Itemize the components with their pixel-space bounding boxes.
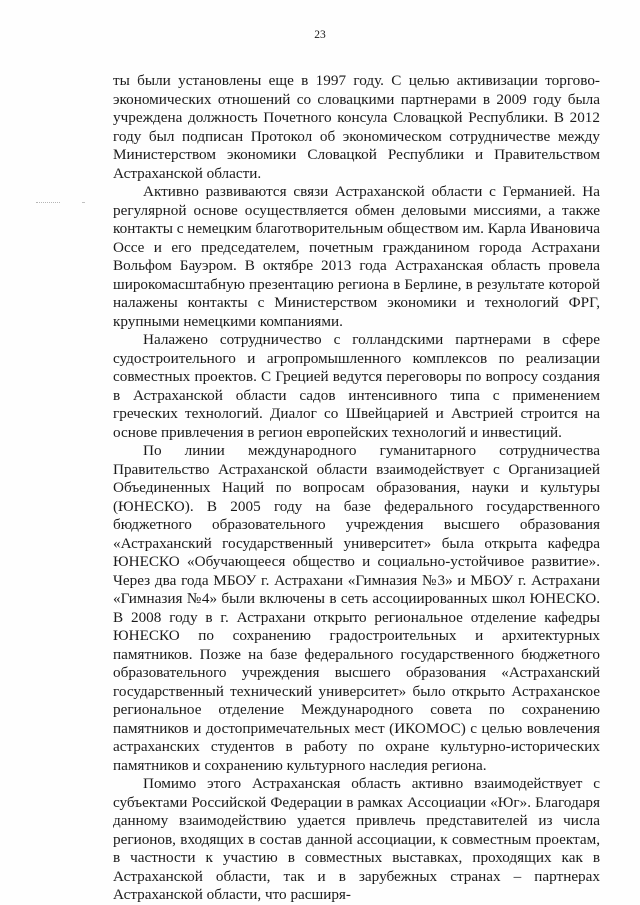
margin-scan-dot (82, 202, 85, 203)
paragraph-slovakia: ты были установлены еще в 1997 году. С целью активизации торгово-экономических отношений со словацкими партнерами в 2009 году была учреждена должность Почетного консула Словацкой Республики. В 2012 году был подписан Протокол об экономическом сотрудничестве между Министерством экономики Словацкой Республики и Правительством Астраханской области. (113, 72, 600, 182)
paragraph-netherlands-greece: Налажено сотрудничество с голландскими партнерами в сфере судостроительного и агропромышленного комплексов по реализации совместных проектов. С Грецией ведутся переговоры по вопросу создания в Астраханской области садов интенсивного типа с применением греческих технологий. Диалог со Швейцарией и Австрией строится на основе привлечения в регион европейских технологий и инвестиций. (113, 331, 600, 441)
margin-scan-mark (36, 202, 60, 204)
page-number: 23 (314, 29, 326, 41)
document-body (113, 72, 600, 905)
paragraph-association-south: Помимо этого Астраханская область активно взаимодействует с субъектами Российской Федерации в рамках Ассоциации «Юг». Благодаря данному взаимодействию удается привлечь представителей из числа регионов, входящих в состав данной ассоциации, к совместным проектам, в частности к участию в совместных выставках, проходящих как в Астраханской области, так и в зарубежных странах – партнерах Астраханской области, что расширя- (113, 775, 600, 903)
paragraph-germany: Активно развиваются связи Астраханской области с Германией. На регулярной основе осуществляется обмен деловыми миссиями, а также контакты с немецким благотворительным обществом им. Карла Ивановича Оссе и его председателем, почетным гражданином города Астрахани Вольфом Бауэром. В октябре 2013 года Астраханская область провела широкомасштабную презентацию региона в Берлине, в результате которой налажены контакты с Министерством экономики и технологий ФРГ, крупными немецкими компаниями. (113, 183, 600, 330)
paragraph-unesco: По линии международного гуманитарного сотрудничества Правительство Астраханской области взаимодействует с Организацией Объединенных Наций по вопросам образования, науки и культуры (ЮНЕСКО). В 2005 году на базе федерального государственного бюджетного образовательного учреждения высшего образования «Астраханский государственный университет» была открыта кафедра ЮНЕСКО «Обучающееся общество и социально-устойчивое развитие». Через два года МБОУ г. Астрахани «Гимназия №3» и МБОУ г. Астрахани «Гимназия №4» были включены в сеть ассоциированных школ ЮНЕСКО. В 2008 году в г. Астрахани открыто региональное отделение кафедры ЮНЕСКО по сохранению градостроительных и архитектурных памятников. Позже на базе федерального государственного бюджетного образовательного учреждения высшего образования «Астраханский государственный технический университет» было открыто Астраханское региональное отделение Международного совета по сохранению памятников и достопримечательных мест (ИКОМОС) с целью вовлечения астраханских студентов в работу по охране культурно-исторических памятников и сохранению культурного наследия региона. (113, 442, 600, 774)
